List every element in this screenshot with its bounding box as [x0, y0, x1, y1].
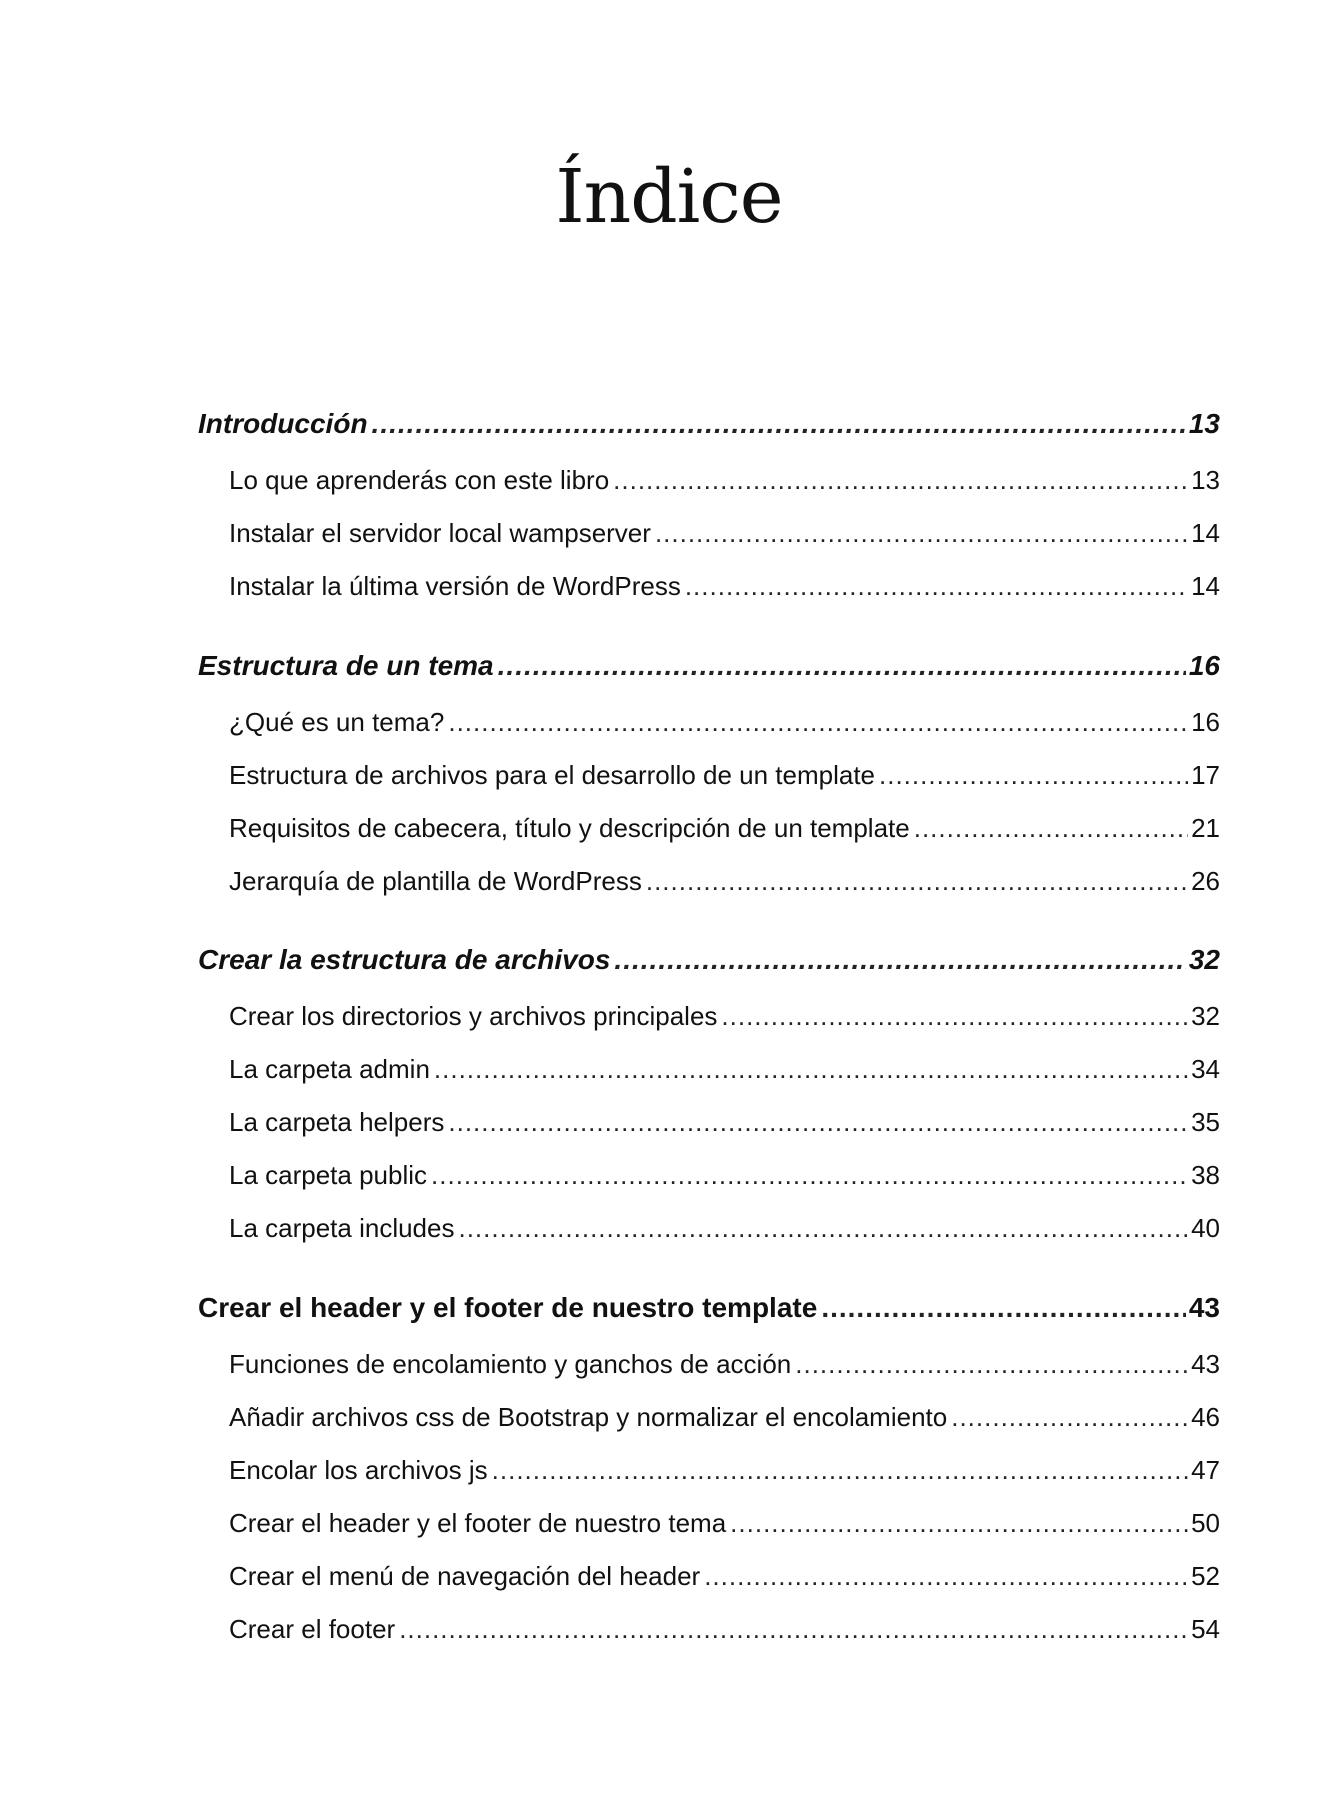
toc-page-number: 43 [1188, 1292, 1220, 1323]
toc-page-number: 38 [1191, 1160, 1220, 1190]
toc-section-title: La carpeta helpers [229, 1107, 445, 1137]
toc-section[interactable] [229, 1616, 1220, 1642]
toc-section-title: Lo que aprenderás con este libro [229, 465, 610, 495]
dot-leader [434, 1056, 1188, 1082]
toc-page-number: 26 [1191, 866, 1220, 896]
toc-section-title: Instalar el servidor local wampserver [229, 518, 651, 548]
page-title: Índice [555, 154, 783, 240]
toc-section[interactable] [229, 815, 1220, 841]
toc-page-number: 21 [1191, 813, 1220, 843]
toc-section-title: Jerarquía de plantilla de WordPress [229, 866, 642, 896]
toc-section[interactable] [229, 868, 1220, 894]
dot-leader [951, 1404, 1188, 1430]
dot-leader [613, 467, 1188, 493]
toc-chapter[interactable] [198, 946, 1220, 974]
toc-section-title: ¿Qué es un tema? [229, 707, 445, 737]
toc-chapter-title: Crear la estructura de archivos [198, 944, 611, 975]
dot-leader [914, 815, 1188, 841]
toc-section[interactable] [229, 1563, 1220, 1589]
toc-section[interactable] [229, 467, 1220, 493]
toc-chapter-title: Introducción [198, 408, 368, 439]
dot-leader [498, 652, 1186, 680]
toc-section[interactable] [229, 1404, 1220, 1430]
toc-section-title: La carpeta admin [229, 1054, 430, 1084]
dot-leader [399, 1616, 1188, 1642]
toc-page-number: 16 [1191, 707, 1220, 737]
toc-section[interactable] [229, 573, 1220, 599]
dot-leader [431, 1162, 1188, 1188]
toc-section[interactable] [229, 1109, 1220, 1135]
toc-section[interactable] [229, 1162, 1220, 1188]
toc-section-title: Requisitos de cabecera, título y descripción de un template [229, 813, 910, 843]
dot-leader [372, 410, 1186, 438]
dot-leader [704, 1563, 1188, 1589]
toc-section-title: Instalar la última versión de WordPress [229, 571, 681, 601]
toc-page-number: 13 [1191, 465, 1220, 495]
toc-page-number: 16 [1188, 650, 1220, 681]
toc-page-number: 32 [1188, 944, 1220, 975]
toc-page-number: 14 [1191, 571, 1220, 601]
dot-leader [448, 1109, 1188, 1135]
toc-section[interactable] [229, 1457, 1220, 1483]
dot-leader [795, 1351, 1188, 1377]
dot-leader [458, 1215, 1188, 1241]
toc-section[interactable] [229, 709, 1220, 735]
dot-leader [685, 573, 1188, 599]
toc-section-title: Crear los directorios y archivos principales [229, 1001, 718, 1031]
toc-section-title: Encolar los archivos js [229, 1455, 488, 1485]
toc-page-number: 32 [1191, 1001, 1220, 1031]
dot-leader [448, 709, 1188, 735]
dot-leader [646, 868, 1188, 894]
toc-page-number: 34 [1191, 1054, 1220, 1084]
toc-section[interactable] [229, 1215, 1220, 1241]
dot-leader [730, 1510, 1188, 1536]
toc-section-title: Estructura de archivos para el desarrollo de un template [229, 760, 876, 790]
dot-leader [721, 1003, 1188, 1029]
toc-section[interactable] [229, 1351, 1220, 1377]
dot-leader [821, 1294, 1186, 1322]
toc-page-number: 54 [1191, 1614, 1220, 1644]
toc-page-number: 17 [1191, 760, 1220, 790]
toc-section-title: La carpeta public [229, 1160, 428, 1190]
toc-section-title: Funciones de encolamiento y ganchos de acción [229, 1349, 792, 1379]
toc-page-number: 35 [1191, 1107, 1220, 1137]
toc-chapter[interactable] [198, 410, 1220, 438]
toc-page-number: 50 [1191, 1508, 1220, 1538]
toc-section-title: Añadir archivos css de Bootstrap y normalizar el encolamiento [229, 1402, 948, 1432]
toc-page-number: 47 [1191, 1455, 1220, 1485]
toc-section-title: La carpeta includes [229, 1213, 455, 1243]
toc-section[interactable] [229, 1003, 1220, 1029]
toc-chapter-title: Crear el header y el footer de nuestro template [198, 1292, 818, 1323]
toc-page-number: 43 [1191, 1349, 1220, 1379]
toc-chapter-title: Estructura de un tema [198, 650, 494, 681]
toc-section[interactable] [229, 762, 1220, 788]
toc-page-number: 52 [1191, 1561, 1220, 1591]
dot-leader [879, 762, 1188, 788]
toc-page-number: 46 [1191, 1402, 1220, 1432]
toc-page-number: 14 [1191, 518, 1220, 548]
dot-leader [492, 1457, 1188, 1483]
toc-section-title: Crear el footer [229, 1614, 396, 1644]
toc-section-title: Crear el menú de navegación del header [229, 1561, 701, 1591]
toc-chapter[interactable] [198, 1294, 1220, 1322]
toc-section[interactable] [229, 1510, 1220, 1536]
toc-section[interactable] [229, 520, 1220, 546]
toc-section-title: Crear el header y el footer de nuestro tema [229, 1508, 727, 1538]
toc-page-number: 13 [1188, 408, 1220, 439]
dot-leader [655, 520, 1188, 546]
toc-page-number: 40 [1191, 1213, 1220, 1243]
toc-section[interactable] [229, 1056, 1220, 1082]
dot-leader [614, 946, 1185, 974]
toc-chapter[interactable] [198, 652, 1220, 680]
